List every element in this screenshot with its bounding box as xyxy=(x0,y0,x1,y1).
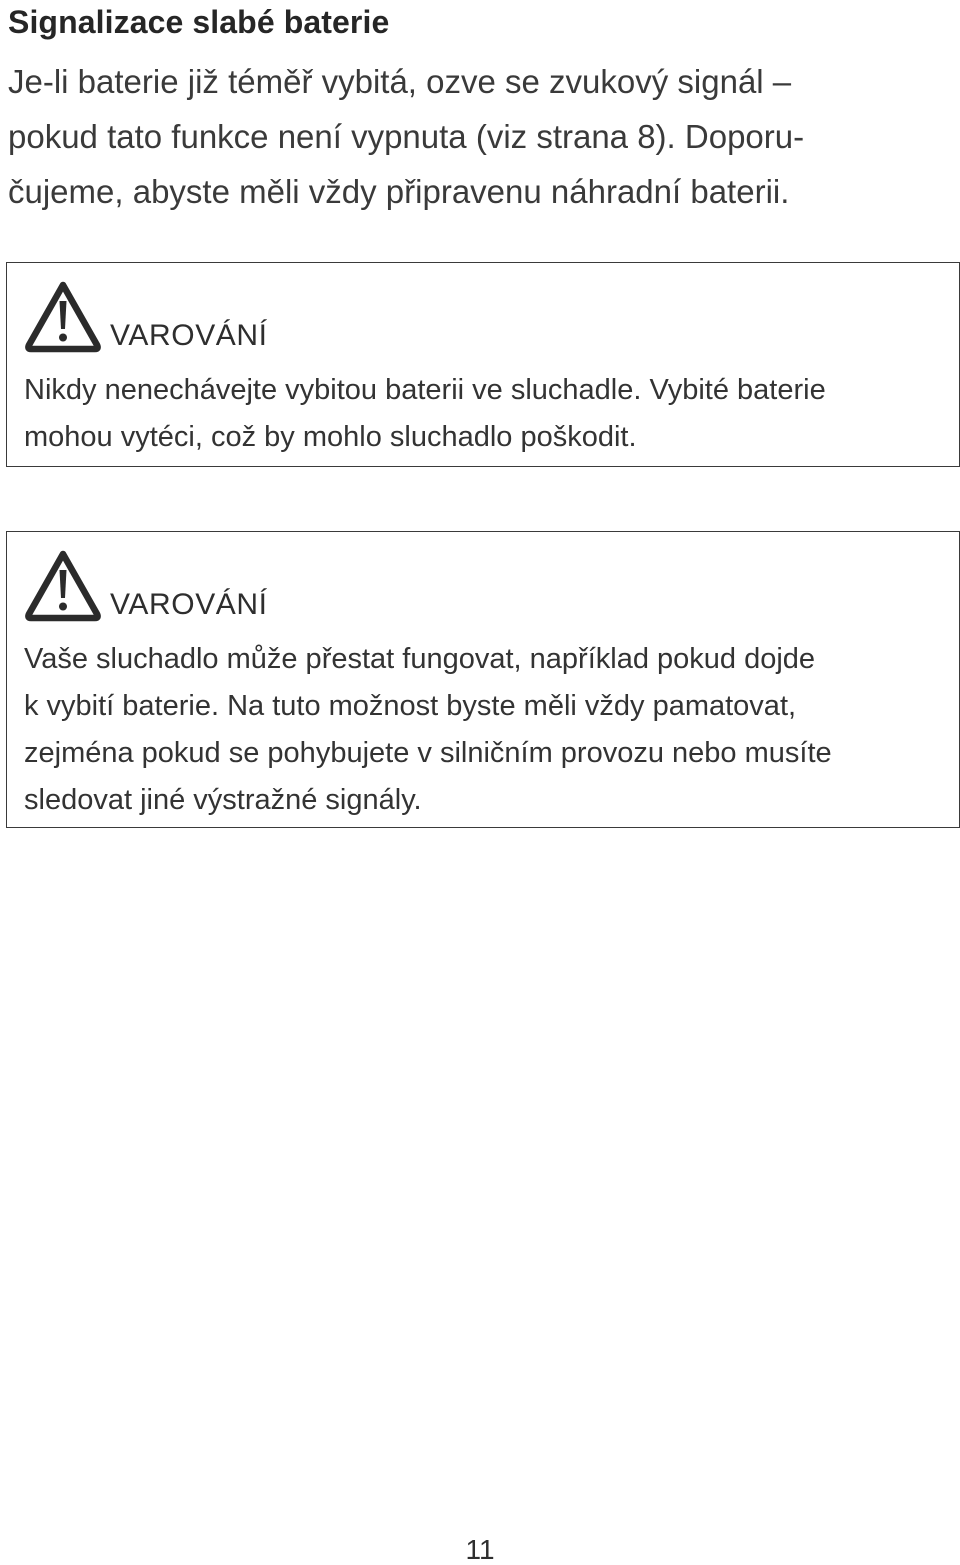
warning-header xyxy=(24,279,268,353)
warning-text-line: k vybití baterie. Na tuto možnost byste měli vždy pamatovat, xyxy=(24,690,797,722)
page-number: 11 xyxy=(465,1534,495,1565)
warning-box xyxy=(6,531,960,828)
warning-text xyxy=(24,367,954,461)
warning-header xyxy=(24,548,268,622)
intro-paragraph xyxy=(8,54,956,219)
warning-title: VAROVÁNÍ xyxy=(110,319,268,352)
warning-text-line: sledovat jiné výstražné signály. xyxy=(24,784,422,816)
warning-triangle-icon xyxy=(24,279,102,353)
warning-triangle-icon xyxy=(24,548,102,622)
warning-text xyxy=(24,636,954,824)
warning-text-line: zejména pokud se pohybujete v silničním provozu nebo musíte xyxy=(24,737,832,769)
intro-line: pokud tato funkce není vypnuta (viz strana 8). Doporu- xyxy=(8,118,805,155)
section-heading: Signalizace slabé baterie xyxy=(8,4,390,40)
warning-box xyxy=(6,262,960,467)
warning-text-line: mohou vytéci, což by mohlo sluchadlo poškodit. xyxy=(24,421,637,453)
intro-line: Je-li baterie již téměř vybitá, ozve se zvukový signál – xyxy=(8,63,792,100)
warning-title: VAROVÁNÍ xyxy=(110,588,268,621)
warning-text-line: Nikdy nenechávejte vybitou baterii ve sluchadle. Vybité baterie xyxy=(24,374,826,406)
warning-text-line: Vaše sluchadlo může přestat fungovat, například pokud dojde xyxy=(24,643,816,675)
intro-line: čujeme, abyste měli vždy připravenu náhradní baterii. xyxy=(8,173,790,210)
